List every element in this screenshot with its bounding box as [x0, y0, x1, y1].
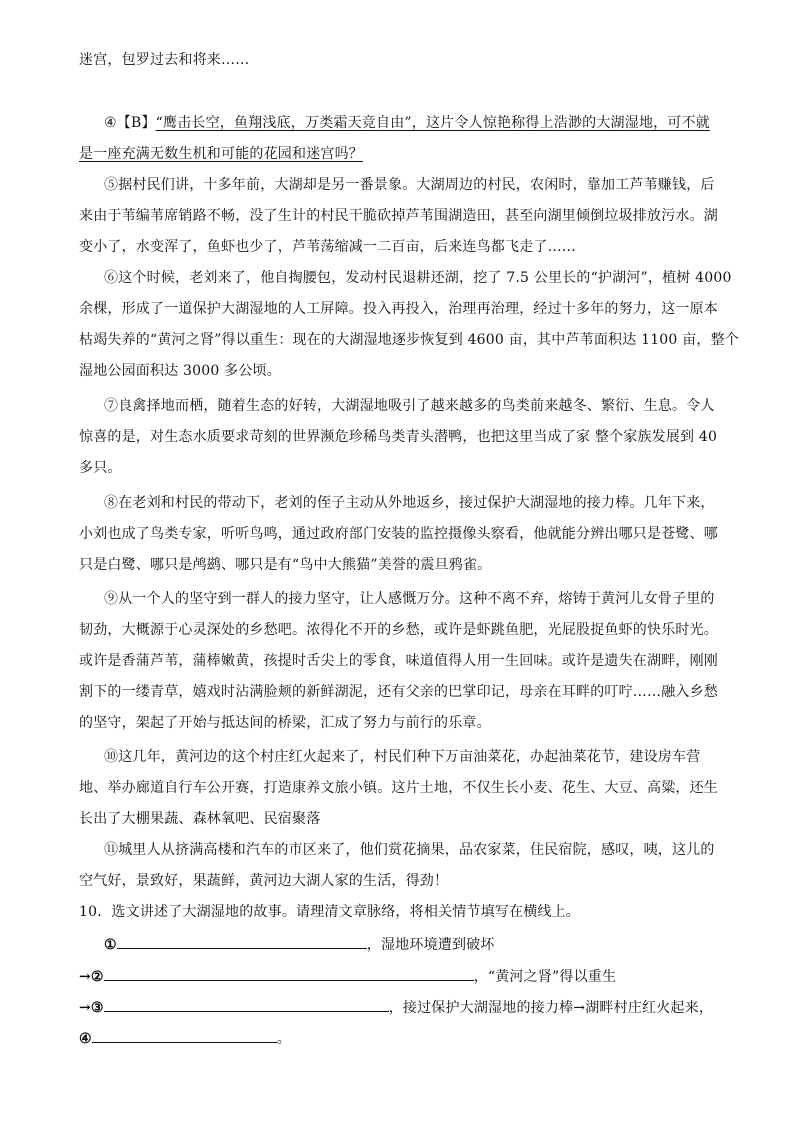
- underlined-sentence: 是一座充满无数生机和可能的花园和迷宫吗？: [79, 146, 363, 162]
- answer-row-2: [79, 966, 616, 987]
- text-line: 余棵，形成了一道保护大湖湿地的人工屏障。投入再投入，治理再治理，经过十多年的努力，这一原本: [79, 301, 718, 317]
- question-stem: 10．选文讲述了大湖湿地的故事。请理清文章脉络，将相关情节填写在横线上。: [79, 904, 581, 920]
- text-line: ⑧在老刘和村民的带动下，老刘的侄子主动从外地返乡，接过保护大湖湿地的接力棒。几年下来，: [104, 495, 715, 511]
- text-line: 只是白鹭、哪只是鸬鹚、哪只是有“鸟中大熊猫”美誉的震旦鸦雀。: [79, 557, 492, 573]
- answer-blank-2[interactable]: [104, 966, 474, 981]
- underlined-sentence: “鹰击长空，鱼翔浅底，万类霜天竞自由”，这片令人惊艳称得上浩渺的大湖湿地，可不就: [155, 115, 710, 131]
- text-line: 的坚守，架起了开始与抵达间的桥梁，汇成了努力与前行的乐章。: [79, 715, 491, 731]
- text-line: 惊喜的是，对生态水质要求苛刻的世界濒危珍稀鸟类青头潜鸭，也把这里当成了家 整个家族发展到 40: [79, 429, 718, 445]
- text-line: 湿地公园面积达 3000 多公顷。: [79, 363, 281, 379]
- text-line: 多只。: [79, 460, 122, 476]
- answer-row-1: [104, 934, 495, 955]
- item-number: →③: [79, 1000, 104, 1016]
- text-line: ⑪城里人从挤满高楼和汽车的市区来了，他们赏花摘果，品农家菜，住民宿院，感叹，咦，这儿的: [104, 842, 715, 858]
- text-line: 长出了大棚果蔬、森林氧吧、民宿聚落: [79, 811, 321, 827]
- paragraph-label: ④【B】: [104, 115, 156, 131]
- text-line: ⑨从一个人的坚守到一群人的接力坚守，让人感慨万分。这种不离不弃，熔铸于黄河儿女骨子里的: [104, 591, 715, 607]
- text-line: ⑦良禽择地而栖，随着生态的好转，大湖湿地吸引了越来越多的鸟类前来越冬、繁衍、生息。令人: [104, 398, 715, 414]
- answer-blank-3[interactable]: [104, 997, 389, 1012]
- text-line: 或许是香蒲芦苇，蒲棒嫩黄，孩提时舌尖上的零食，味道值得人用一生回味。或许是遗失在湖畔，刚刚: [79, 653, 718, 669]
- text-line: 枯竭失养的“黄河之肾”得以重生：现在的大湖湿地逐步恢复到 4600 亩，其中芦苇面积达 1100 亩，整个: [79, 332, 739, 348]
- text-line: ⑥这个时候，老刘来了，他自掏腰包，发动村民退耕还湖，挖了 7.5 公里长的“护湖河”，植树 4000: [104, 270, 732, 286]
- answer-blank-1[interactable]: [117, 934, 367, 949]
- text-line: 变小了，水变浑了，鱼虾也少了，芦苇荡缩减一二百亩，后来连鸟都飞走了……: [79, 239, 576, 255]
- text-line: 地、举办廊道自行车公开赛，打造康养文旅小镇。这片土地，不仅生长小麦、花生、大豆、高粱，还生: [79, 780, 718, 796]
- item-number: →②: [79, 969, 104, 985]
- text-line: 韧劲，大概源于心灵深处的乡愁吧。浓得化不开的乡愁，或许是虾跳鱼肥，光屁股捉鱼虾的快乐时光。: [79, 622, 718, 638]
- text-line: 空气好，景致好，果蔬鲜，黄河边大湖人家的生活，得劲！: [79, 873, 449, 889]
- text-line: 来由于苇编苇席销路不畅，没了生计的村民干脆砍掉芦苇围湖造田，甚至向湖里倾倒垃圾排放污水。湖: [79, 208, 718, 224]
- text-line: ⑩这几年，黄河边的这个村庄红火起来了，村民们种下万亩油菜花，办起油菜花节，建设房车营: [104, 749, 701, 765]
- item-text: 。: [276, 1031, 291, 1047]
- answer-row-4: [79, 1028, 291, 1049]
- answer-row-3: [79, 997, 713, 1018]
- item-text: ，湿地环境遭到破坏: [366, 937, 495, 953]
- item-text: ，“黄河之肾”得以重生: [473, 969, 617, 985]
- text-line: ⑤据村民们讲，十多年前，大湖却是另一番景象。大湖周边的村民，农闲时，靠加工芦苇赚钱，后: [104, 177, 715, 193]
- answer-blank-4[interactable]: [92, 1028, 277, 1043]
- text-line: 迷宫，包罗过去和将来……: [79, 52, 250, 68]
- item-number: ④: [79, 1031, 92, 1047]
- item-text: ，接过保护大湖湿地的接力棒→湖畔村庄红火起来，: [388, 1000, 714, 1016]
- text-line: [104, 113, 710, 133]
- text-line: 割下的一缕青草，嬉戏时沾满脸颊的新鲜湖泥，还有父亲的巴掌印记，母亲在耳畔的叮咛……融入乡愁: [79, 684, 718, 700]
- text-line: 小刘也成了鸟类专家，听听鸟鸣，通过政府部门安装的监控摄像头察看，他就能分辨出哪只是苍鹭、哪: [79, 526, 718, 542]
- item-number: ①: [104, 937, 117, 953]
